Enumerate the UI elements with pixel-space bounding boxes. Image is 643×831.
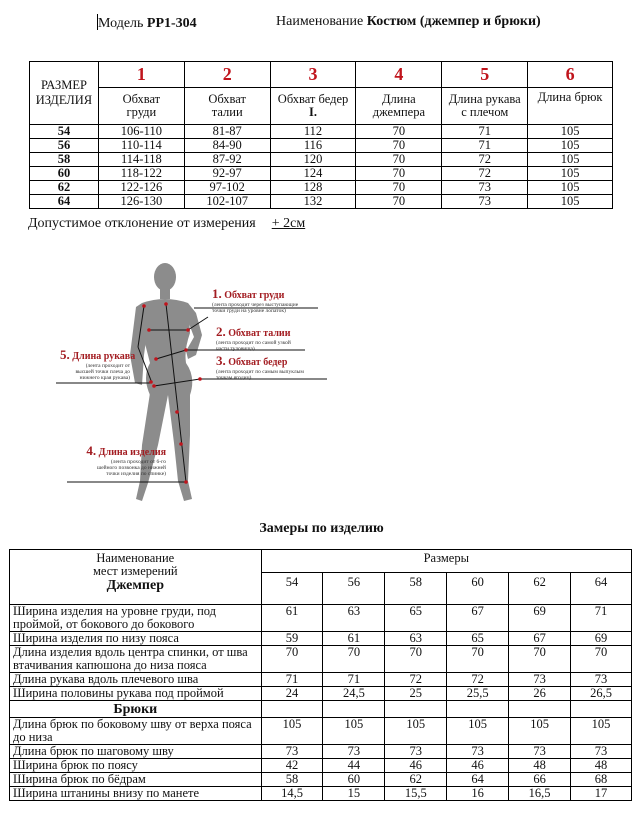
figure-item-label: Обхват талии (228, 328, 291, 339)
measurement-value: 48 (509, 759, 571, 773)
measurement-value: 105 (261, 718, 323, 745)
size-cell: 58 (30, 153, 99, 167)
measurement-value: 68 (571, 773, 632, 787)
size-value-cell: 70 (356, 125, 442, 139)
figure-item-hips (216, 353, 304, 381)
figure-item-number: 5. (60, 347, 70, 362)
empty-cell (323, 701, 385, 718)
measurement-value: 73 (323, 745, 385, 759)
measurement-row (10, 718, 632, 745)
measurement-value: 24,5 (323, 687, 385, 701)
measurement-row (10, 787, 632, 801)
figure-item-title (78, 443, 166, 459)
size-value-cell: 97-102 (184, 181, 270, 195)
measurement-name-header (10, 550, 262, 605)
measurement-value: 59 (261, 632, 323, 646)
measurement-value: 72 (385, 673, 447, 687)
measurement-label: Длина изделия вдоль центра спинки, от шва втачивания капюшона до низа пояса (10, 646, 262, 673)
size-value-cell: 110-114 (98, 139, 184, 153)
figure-item-number: 1. (212, 286, 222, 301)
measurement-row (10, 773, 632, 787)
size-value-cell: 87-92 (184, 153, 270, 167)
measurement-value: 64 (447, 773, 509, 787)
size-column-header: 62 (509, 573, 571, 605)
measurement-value: 65 (385, 605, 447, 632)
column-header-jumper-length (356, 88, 442, 125)
measurement-label: Ширина изделия на уровне груди, под проймой, от бокового до бокового (10, 605, 262, 632)
size-table-corner (30, 62, 99, 125)
header-line: Обхват (122, 92, 161, 106)
measurement-value: 69 (509, 605, 571, 632)
model-value: РР1-304 (146, 16, 197, 31)
measurement-value: 73 (447, 745, 509, 759)
figure-item-label: Длина изделия (98, 447, 166, 458)
figure-item-note: точки груди на уровне лопаток) (212, 308, 286, 314)
header-line: Длина брюк (537, 90, 603, 104)
product-name-value: Костюм (джемпер и брюки) (366, 14, 541, 29)
size-column-header: 56 (323, 573, 385, 605)
measurement-label: Ширина изделия по низу пояса (10, 632, 262, 646)
measurement-value: 24 (261, 687, 323, 701)
group-name-jumper: Джемпер (106, 578, 164, 593)
measurement-row (10, 632, 632, 646)
size-value-cell: 70 (356, 181, 442, 195)
size-cell: 54 (30, 125, 99, 139)
measurement-value: 16 (447, 787, 509, 801)
empty-cell (571, 701, 632, 718)
size-value-cell: 116 (270, 139, 356, 153)
measurement-value: 15,5 (385, 787, 447, 801)
figure-item-label: Длина рукава (72, 351, 136, 362)
measurement-value: 70 (385, 646, 447, 673)
measurement-value: 71 (571, 605, 632, 632)
size-row (30, 167, 613, 181)
size-value-cell: 105 (528, 181, 613, 195)
size-column-header: 60 (447, 573, 509, 605)
measurements-header-row (10, 550, 632, 573)
figure-item-label: Обхват бедер (228, 357, 288, 368)
figure-item-chest (212, 286, 298, 314)
measurement-label: Длина брюк по боковому шву от верха пояса до низа (10, 718, 262, 745)
measurement-value: 61 (323, 632, 385, 646)
size-value-cell: 71 (442, 139, 528, 153)
measurement-value: 72 (447, 673, 509, 687)
product-name-line (276, 14, 541, 30)
column-header-chest (98, 88, 184, 125)
group-name-trousers: Брюки (10, 701, 262, 718)
measurement-value: 73 (509, 673, 571, 687)
tolerance-value: + 2см (271, 216, 306, 231)
size-table-number-row (30, 62, 613, 88)
figure-item-label: Обхват груди (224, 290, 285, 301)
column-number: 4 (356, 62, 442, 88)
header-line: Обхват бедер (277, 92, 349, 106)
column-header-waist (184, 88, 270, 125)
header-line: талии (211, 105, 243, 119)
size-table (29, 61, 613, 209)
column-number: 3 (270, 62, 356, 88)
measurement-label: Ширина половины рукава под проймой (10, 687, 262, 701)
measurement-label: Длина рукава вдоль плечевого шва (10, 673, 262, 687)
measurement-value: 58 (261, 773, 323, 787)
measurement-value: 105 (509, 718, 571, 745)
measurement-value: 65 (447, 632, 509, 646)
column-number: 1 (98, 62, 184, 88)
size-value-cell: 106-110 (98, 125, 184, 139)
figure-item-note: (лента проходит по самым выпуклым (216, 369, 304, 375)
column-header-sleeve-length (442, 88, 528, 125)
measurement-value: 61 (261, 605, 323, 632)
column-number: 6 (528, 62, 613, 88)
size-value-cell: 70 (356, 195, 442, 209)
measurements-title: Замеры по изделию (259, 521, 384, 536)
header-line: Длина (382, 92, 416, 106)
empty-cell (509, 701, 571, 718)
column-header-trousers-length (528, 88, 613, 125)
size-value-cell: 70 (356, 167, 442, 181)
size-value-cell: 73 (442, 195, 528, 209)
size-value-cell: 118-122 (98, 167, 184, 181)
measurement-value: 66 (509, 773, 571, 787)
size-row (30, 195, 613, 209)
size-cell: 56 (30, 139, 99, 153)
measurement-value: 70 (509, 646, 571, 673)
size-value-cell: 70 (356, 139, 442, 153)
measurement-value: 46 (385, 759, 447, 773)
figure-item-title (216, 324, 291, 340)
figure-item-note: точки изделия по спинке) (106, 471, 166, 477)
size-row (30, 139, 613, 153)
figure-item-number: 3. (216, 353, 226, 368)
tolerance-note (28, 216, 305, 232)
figure-item-title (60, 347, 136, 363)
measurement-row (10, 687, 632, 701)
measurement-value: 60 (323, 773, 385, 787)
measurement-value: 16,5 (509, 787, 571, 801)
size-value-cell: 70 (356, 153, 442, 167)
model-label: Модель (98, 16, 144, 31)
size-value-cell: 72 (442, 153, 528, 167)
size-value-cell: 120 (270, 153, 356, 167)
size-value-cell: 105 (528, 153, 613, 167)
header-line: Обхват (208, 92, 246, 106)
size-cell: 60 (30, 167, 99, 181)
figure-item-title (216, 353, 304, 369)
figure-item-note: (лента проходит от (85, 363, 130, 369)
column-header-hips (270, 88, 356, 125)
empty-cell (385, 701, 447, 718)
product-name-label: Наименование (276, 14, 364, 29)
size-value-cell: 126-130 (98, 195, 184, 209)
measurement-value: 71 (261, 673, 323, 687)
size-value-cell: 92-97 (184, 167, 270, 181)
size-value-cell: 105 (528, 195, 613, 209)
header-line: с плечом (461, 105, 509, 119)
measurement-row (10, 745, 632, 759)
model-line (97, 14, 197, 32)
corner-label-item: ИЗДЕЛИЯ (35, 93, 93, 107)
measurement-value: 70 (323, 646, 385, 673)
measurement-value: 71 (323, 673, 385, 687)
figure-item-number: 4. (86, 443, 97, 458)
figure-item-note: (лента проходит от 6-го (110, 459, 166, 465)
size-table-header-row (30, 88, 613, 125)
name-header-line: Наименование (96, 551, 175, 565)
name-header-line: мест измерений (92, 564, 178, 578)
size-row (30, 181, 613, 195)
measurements-table (9, 549, 632, 801)
corner-label-size: РАЗМЕР (40, 78, 87, 92)
measurement-value: 105 (571, 718, 632, 745)
measurement-value: 73 (571, 673, 632, 687)
measurement-value: 105 (447, 718, 509, 745)
size-row (30, 125, 613, 139)
size-column-header: 58 (385, 573, 447, 605)
measurement-value: 73 (509, 745, 571, 759)
header-line: джемпера (372, 105, 426, 119)
measurement-value: 17 (571, 787, 632, 801)
size-value-cell: 128 (270, 181, 356, 195)
measurement-value: 25,5 (447, 687, 509, 701)
measurement-value: 63 (323, 605, 385, 632)
figure-item-note: высшей точки плеча до (75, 369, 130, 375)
size-cell: 64 (30, 195, 99, 209)
size-value-cell: 71 (442, 125, 528, 139)
size-value-cell: 124 (270, 167, 356, 181)
empty-cell (261, 701, 323, 718)
figure-item-note: нижнего края рукава) (79, 375, 130, 381)
figure-item-note: (лента проходит по самой узкой (216, 340, 291, 346)
measurement-value: 70 (261, 646, 323, 673)
measurement-value: 14,5 (261, 787, 323, 801)
measurement-value: 46 (447, 759, 509, 773)
size-value-cell: 102-107 (184, 195, 270, 209)
size-value-cell: 114-118 (98, 153, 184, 167)
header-line: груди (126, 105, 157, 119)
size-value-cell: 132 (270, 195, 356, 209)
measurement-value: 25 (385, 687, 447, 701)
tolerance-label: Допустимое отклонение от измерения (28, 216, 256, 231)
size-value-cell: 112 (270, 125, 356, 139)
column-number: 5 (442, 62, 528, 88)
measurement-row (10, 759, 632, 773)
measurement-value: 63 (385, 632, 447, 646)
size-value-cell: 84-90 (184, 139, 270, 153)
figure-item-sleeve (60, 347, 136, 381)
measurement-value: 26 (509, 687, 571, 701)
measurement-label: Ширина штанины внизу по манете (10, 787, 262, 801)
size-column-header: 54 (261, 573, 323, 605)
column-number: 2 (184, 62, 270, 88)
measurement-label: Ширина брюк по поясу (10, 759, 262, 773)
measurement-figure (50, 255, 340, 515)
size-value-cell: 105 (528, 139, 613, 153)
figure-item-note: (лента проходит через выступающие (212, 302, 299, 308)
measurement-row (10, 605, 632, 632)
measurement-value: 69 (571, 632, 632, 646)
size-value-cell: 73 (442, 181, 528, 195)
size-value-cell: 81-87 (184, 125, 270, 139)
measurement-value: 67 (509, 632, 571, 646)
figure-item-note: шейного позвонка до нижней (96, 465, 166, 471)
measurement-value: 48 (571, 759, 632, 773)
measurement-value: 15 (323, 787, 385, 801)
size-value-cell: 122-126 (98, 181, 184, 195)
measurement-value: 62 (385, 773, 447, 787)
empty-cell (447, 701, 509, 718)
sizes-header: Размеры (261, 550, 631, 573)
measurement-value: 73 (385, 745, 447, 759)
size-value-cell: 72 (442, 167, 528, 181)
measurement-row (10, 673, 632, 687)
measurement-value: 67 (447, 605, 509, 632)
size-cell: 62 (30, 181, 99, 195)
size-column-header: 64 (571, 573, 632, 605)
measurement-value: 42 (261, 759, 323, 773)
group-header-row (10, 701, 632, 718)
measurement-value: 73 (571, 745, 632, 759)
measurement-value: 105 (385, 718, 447, 745)
header-line: Длина рукава (448, 92, 521, 106)
figure-item-length (78, 443, 166, 477)
figure-item-note: точкам ягодиц) (216, 375, 252, 381)
measurement-value: 105 (323, 718, 385, 745)
measurement-label: Длина брюк по шаговому шву (10, 745, 262, 759)
measurement-value: 70 (447, 646, 509, 673)
measurement-label: Ширина брюк по бёдрам (10, 773, 262, 787)
figure-item-waist (216, 324, 291, 352)
size-row (30, 153, 613, 167)
header-line: I. (309, 105, 318, 119)
figure-item-number: 2. (216, 324, 226, 339)
size-value-cell: 105 (528, 167, 613, 181)
measurement-value: 44 (323, 759, 385, 773)
measurement-value: 26,5 (571, 687, 632, 701)
figure-item-note: части туловища) (216, 346, 255, 352)
measurement-value: 73 (261, 745, 323, 759)
size-value-cell: 105 (528, 125, 613, 139)
measurement-value: 70 (571, 646, 632, 673)
figure-item-title (212, 286, 298, 302)
measurement-row (10, 646, 632, 673)
